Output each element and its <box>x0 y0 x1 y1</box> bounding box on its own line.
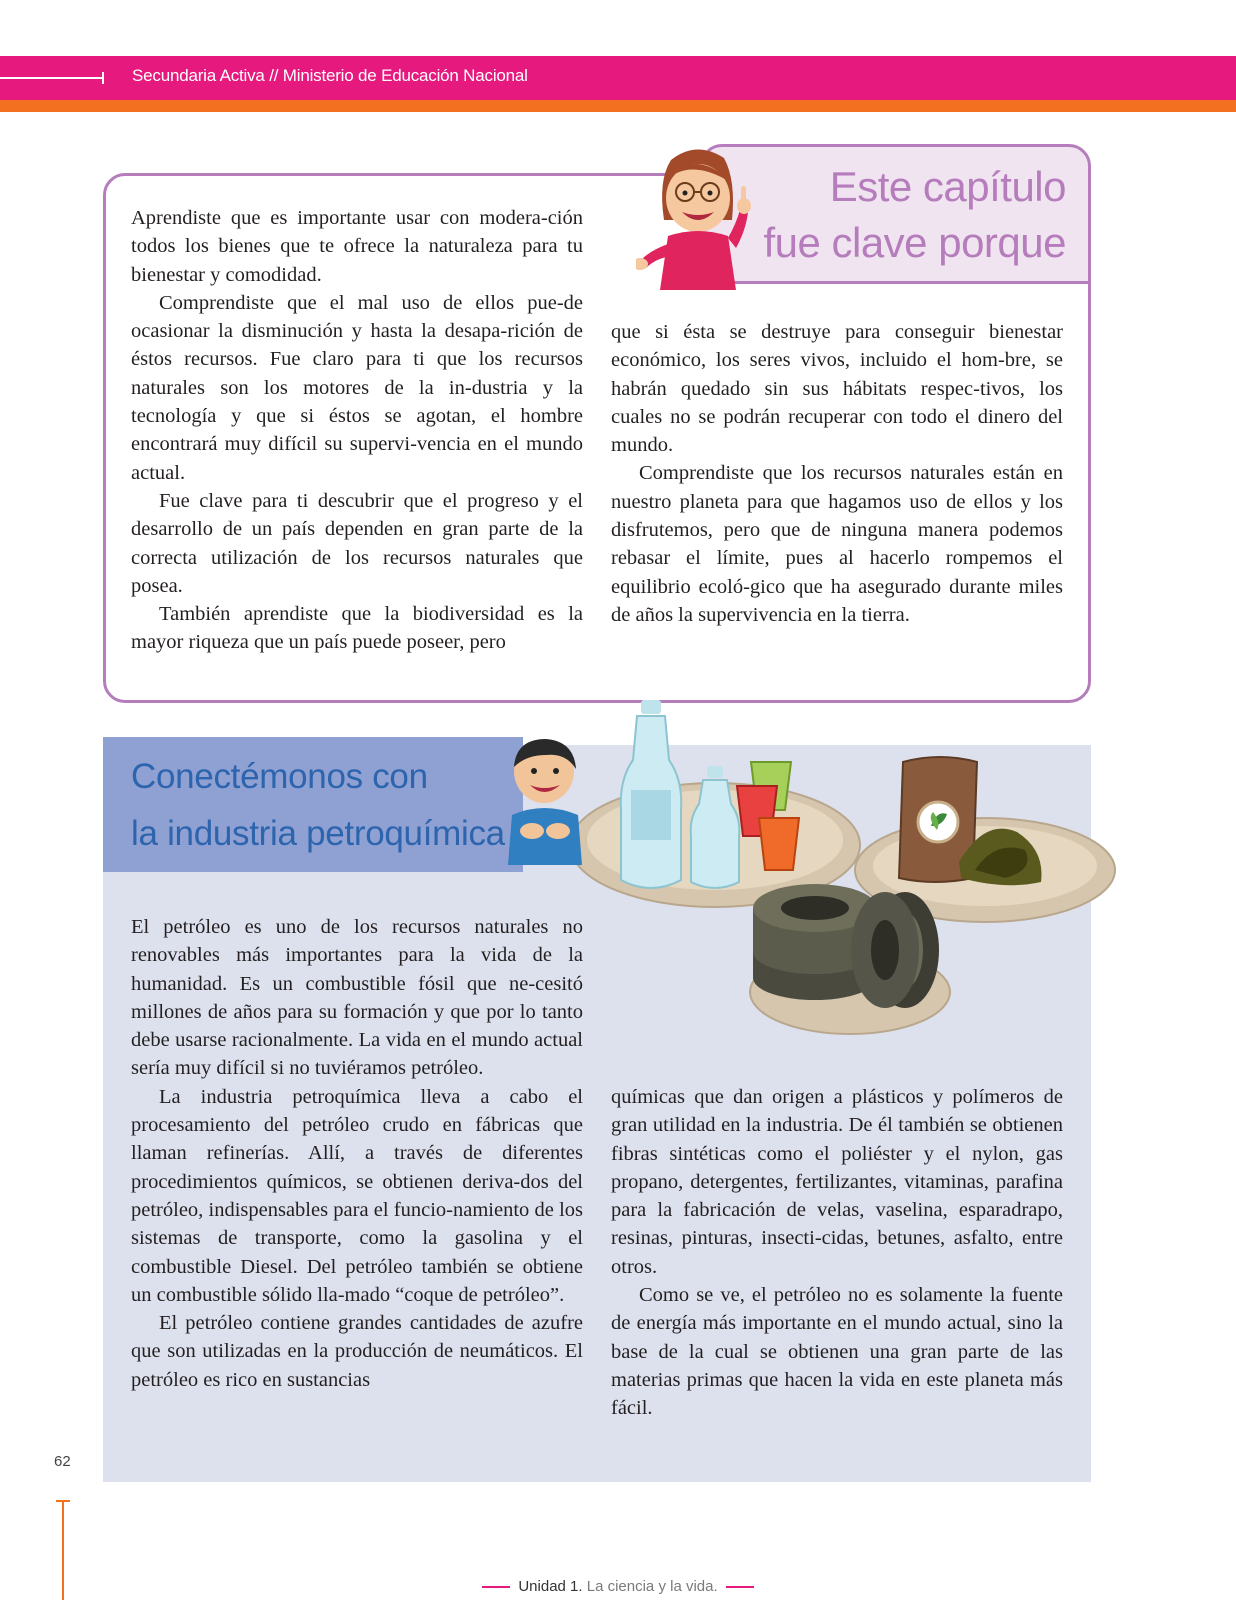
summary-paragraph: Aprendiste que es importante usar con modera-ción todos los bienes que te ofrece la naturaleza para tu bienestar y comodidad. <box>131 207 583 286</box>
petrochemical-column-left <box>131 913 583 1394</box>
footer-subtitle: La ciencia y la vida. <box>586 1578 718 1595</box>
petrochemical-paragraph: La industria petroquímica lleva a cabo el procesamiento del petróleo crudo en fábricas que llaman refinerías. Allí, a través de diferentes procedimientos químicos, se obtienen deriva-dos del petróleo, indispensables para el funcio-namiento de los sistemas de transporte, como la gasolina y el combustible Diesel. Del petróleo también se obtiene un combustible sólido lla-mado “coque de petróleo”. <box>131 1085 583 1306</box>
summary-paragraph: Comprendiste que los recursos naturales están en nuestro planeta para que hagamos uso de ellos y los disfrutemos, pero que de ninguna manera podemos rebasar el límite, pues al hacerlo rompemos el equilibrio ecoló-gico que ha asegurado durante miles de años la supervivencia en la tierra. <box>611 462 1063 626</box>
summary-title-line1: Este capítulo <box>829 163 1066 210</box>
header-title: Secundaria Activa // Ministerio de Educación Nacional <box>132 66 528 85</box>
girl-teacher-icon <box>636 140 766 290</box>
summary-paragraph: Comprendiste que el mal uso de ellos pue-de ocasionar la disminución y hasta la desapa-rición de éstos recursos. Fue claro para ti que los recursos naturales son los motores de la in-dustria y la tecnología y que si éstos se agotan, el hombre encontrará muy difícil su supervi-vencia en el mundo actual. <box>131 291 583 484</box>
petrochemical-paragraph: El petróleo es uno de los recursos naturales no renovables más importantes para la vida de la humanidad. Es un combustible fósil que ne-cesitó millones de años para su formación y que por lo tanto debe usarse racionalmente. La vida en el mundo actual sería muy difícil si no tuviéramos petróleo. <box>131 916 583 1080</box>
summary-column-left <box>131 204 583 657</box>
footer-line-right <box>726 1586 754 1588</box>
plastic-bottle-icon <box>621 700 682 888</box>
summary-paragraph: También aprendiste que la biodiversidad es la mayor riqueza que un país puede poseer, pero <box>131 603 583 654</box>
summary-paragraph: que si ésta se destruye para conseguir bienestar económico, los seres vivos, incluido el hom-bre, se habrán quedado sin sus hábitats respec-tivos, los cuales no se podrán recuperar con todo el dinero del mundo. <box>611 321 1063 457</box>
petrochemical-column-right <box>611 1083 1063 1423</box>
petrochemical-paragraph: El petróleo contiene grandes cantidades de azufre que son utilizadas en la producción de neumáticos. El petróleo es rico en sustancias <box>131 1312 583 1391</box>
boy-icon <box>502 735 588 865</box>
summary-title <box>763 159 1066 271</box>
header-line <box>0 77 104 79</box>
petroleum-products-illustration <box>565 700 1145 1070</box>
footer <box>0 1578 1236 1595</box>
summary-paragraph: Fue clave para ti descubrir que el progreso y el desarrollo de un país dependen en gran parte de la correcta utilización de los recursos naturales que posea. <box>131 489 583 597</box>
summary-column-right <box>611 318 1063 629</box>
summary-title-line2: fue clave porque <box>763 219 1066 266</box>
footer-line-left <box>482 1586 510 1588</box>
petrochemical-paragraph: Como se ve, el petróleo no es solamente la fuente de energía más importante en el mundo actual, sino la base de la cual se obtienen una gran parte de las materias primas que hacen la vida en este planeta más fácil. <box>611 1284 1063 1420</box>
page-number: 62 <box>54 1453 71 1470</box>
petrochemical-title-line2: la industria petroquímica <box>131 814 505 853</box>
header-orange-strip <box>0 100 1236 112</box>
header-tick <box>102 72 104 84</box>
petrochemical-paragraph: químicas que dan origen a plásticos y polímeros de gran utilidad en la industria. De él también se obtienen fibras sintéticas como el poliéster y el nylon, gas propano, detergentes, fertilizantes, vitaminas, parafina para la fabricación de velas, vaselina, esparadrapo, resinas, pinturas, insecti-cidas, betunes, asfalto, entre otros. <box>611 1086 1063 1278</box>
petrochemical-title-line1: Conectémonos con <box>131 757 428 796</box>
tires-icon <box>753 884 939 1008</box>
petrochemical-title <box>131 748 505 862</box>
footer-unit: Unidad 1. <box>518 1578 583 1595</box>
